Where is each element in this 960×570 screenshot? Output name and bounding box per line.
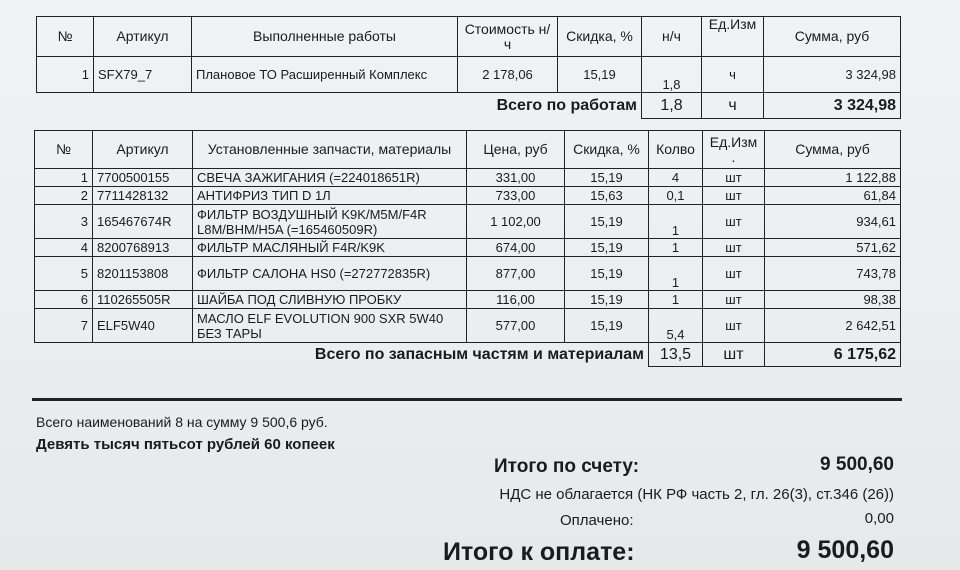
row-part: МАСЛО ELF EVOLUTION 900 SXR 5W40 БЕЗ ТАРЫ (193, 309, 467, 343)
table-row (35, 169, 901, 187)
row-cost: 2 178,06 (458, 57, 558, 93)
parts-header-row (35, 131, 901, 169)
col-header-unit: Ед.Изм (702, 17, 764, 57)
row-sum: 571,62 (765, 239, 901, 257)
col-header-article: Артикул (93, 131, 193, 169)
table-row (35, 309, 901, 343)
row-discount: 15,19 (565, 169, 649, 187)
row-num: 7 (35, 309, 93, 343)
works-table (36, 16, 901, 119)
col-header-cost: Стоимость н/ч (458, 17, 558, 57)
row-article: 8201153808 (93, 257, 193, 291)
row-num: 5 (35, 257, 93, 291)
col-header-hours: н/ч (642, 17, 702, 57)
table-row (35, 291, 901, 309)
parts-total-row (35, 343, 901, 367)
row-discount: 15,19 (565, 257, 649, 291)
row-discount: 15,19 (558, 57, 642, 93)
parts-table (34, 130, 901, 367)
col-header-qty: Колво (649, 131, 703, 169)
row-part: ФИЛЬТР САЛОНА HS0 (=272772835R) (193, 257, 467, 291)
row-part: АНТИФРИЗ ТИП D 1Л (193, 187, 467, 205)
row-unit: шт (703, 309, 765, 343)
row-price: 877,00 (467, 257, 565, 291)
row-sum: 2 642,51 (765, 309, 901, 343)
row-unit: шт (703, 257, 765, 291)
row-qty: 5,4 (649, 309, 703, 343)
row-discount: 15,19 (565, 239, 649, 257)
paid-label: Оплачено: (560, 512, 634, 529)
invoice-total-value: 9 500,60 (820, 454, 894, 475)
row-sum: 934,61 (765, 205, 901, 239)
row-part: СВЕЧА ЗАЖИГАНИЯ (=224018651R) (193, 169, 467, 187)
parts-total-unit: шт (703, 343, 765, 367)
row-num: 4 (35, 239, 93, 257)
row-unit: шт (703, 291, 765, 309)
row-qty: 1 (649, 239, 703, 257)
row-article: 7711428132 (93, 187, 193, 205)
col-header-price: Цена, руб (467, 131, 565, 169)
paid-value: 0,00 (864, 510, 894, 527)
row-qty: 1 (649, 291, 703, 309)
row-unit: шт (703, 205, 765, 239)
works-total-sum: 3 324,98 (764, 93, 901, 119)
row-num: 6 (35, 291, 93, 309)
col-header-part: Установленные запчасти, материалы (193, 131, 467, 169)
works-total-row (37, 93, 901, 119)
works-header-row (37, 17, 901, 57)
row-article: 7700500155 (93, 169, 193, 187)
row-price: 116,00 (467, 291, 565, 309)
row-num: 3 (35, 205, 93, 239)
works-total-unit: ч (702, 93, 764, 119)
row-sum: 743,78 (765, 257, 901, 291)
parts-total-qty: 13,5 (649, 343, 703, 367)
works-total-label: Всего по работам (496, 97, 637, 115)
row-num: 2 (35, 187, 93, 205)
row-num: 1 (35, 169, 93, 187)
row-hours: 1,8 (642, 57, 702, 93)
amount-due-label: Итого к оплате: (443, 538, 635, 566)
table-row (35, 257, 901, 291)
col-header-sum: Сумма, руб (765, 131, 901, 169)
row-price: 733,00 (467, 187, 565, 205)
row-num: 1 (37, 57, 94, 93)
row-article: 8200768913 (93, 239, 193, 257)
amount-in-words: Девять тысяч пятьсот рублей 60 копеек (36, 436, 335, 453)
parts-total-sum: 6 175,62 (765, 343, 901, 367)
row-part: ФИЛЬТР МАСЛЯНЫЙ F4R/K9K (193, 239, 467, 257)
row-price: 331,00 (467, 169, 565, 187)
table-row (35, 239, 901, 257)
row-discount: 15,19 (565, 309, 649, 343)
row-unit: шт (703, 239, 765, 257)
row-qty: 1 (649, 205, 703, 239)
table-row (35, 205, 901, 239)
col-header-num: № (35, 131, 93, 169)
row-unit: шт (703, 169, 765, 187)
invoice-total-label: Итого по счету: (494, 456, 640, 477)
col-header-work: Выполненные работы (192, 17, 458, 57)
row-unit: шт (703, 187, 765, 205)
row-qty: 0,1 (649, 187, 703, 205)
row-work: Плановое ТО Расширенный Комплекс (192, 57, 458, 93)
row-qty: 4 (649, 169, 703, 187)
col-header-sum: Сумма, руб (764, 17, 901, 57)
row-price: 674,00 (467, 239, 565, 257)
row-discount: 15,19 (565, 291, 649, 309)
row-sum: 1 122,88 (765, 169, 901, 187)
row-article: ELF5W40 (93, 309, 193, 343)
col-header-num: № (37, 17, 94, 57)
table-row (37, 57, 901, 93)
row-sum: 3 324,98 (764, 57, 901, 93)
row-article: 165467674R (93, 205, 193, 239)
col-header-article: Артикул (94, 17, 192, 57)
table-row (35, 187, 901, 205)
col-header-unit: Ед.Изм . (703, 131, 765, 169)
row-article: 110265505R (93, 291, 193, 309)
row-part: ШАЙБА ПОД СЛИВНУЮ ПРОБКУ (193, 291, 467, 309)
row-discount: 15,19 (565, 205, 649, 239)
col-header-discount: Скидка, % (565, 131, 649, 169)
col-header-discount: Скидка, % (558, 17, 642, 57)
vat-note: НДС не облагается (НК РФ часть 2, гл. 26(3), ст.346 (26)) (499, 486, 894, 503)
row-article: SFX79_7 (94, 57, 192, 93)
row-sum: 61,84 (765, 187, 901, 205)
items-count-line: Всего наименований 8 на сумму 9 500,6 руб. (36, 414, 328, 430)
parts-total-label: Всего по запасным частям и материалам (314, 346, 644, 364)
row-discount: 15,63 (565, 187, 649, 205)
works-total-qty: 1,8 (642, 93, 702, 119)
row-unit: ч (702, 57, 764, 93)
row-price: 577,00 (467, 309, 565, 343)
amount-due-value: 9 500,60 (796, 536, 894, 564)
row-price: 1 102,00 (467, 205, 565, 239)
row-qty: 1 (649, 257, 703, 291)
row-sum: 98,38 (765, 291, 901, 309)
divider (32, 398, 902, 401)
row-part: ФИЛЬТР ВОЗДУШНЫЙ K9K/M5M/F4R L8M/BHM/H5A (=165460509R) (193, 205, 467, 239)
